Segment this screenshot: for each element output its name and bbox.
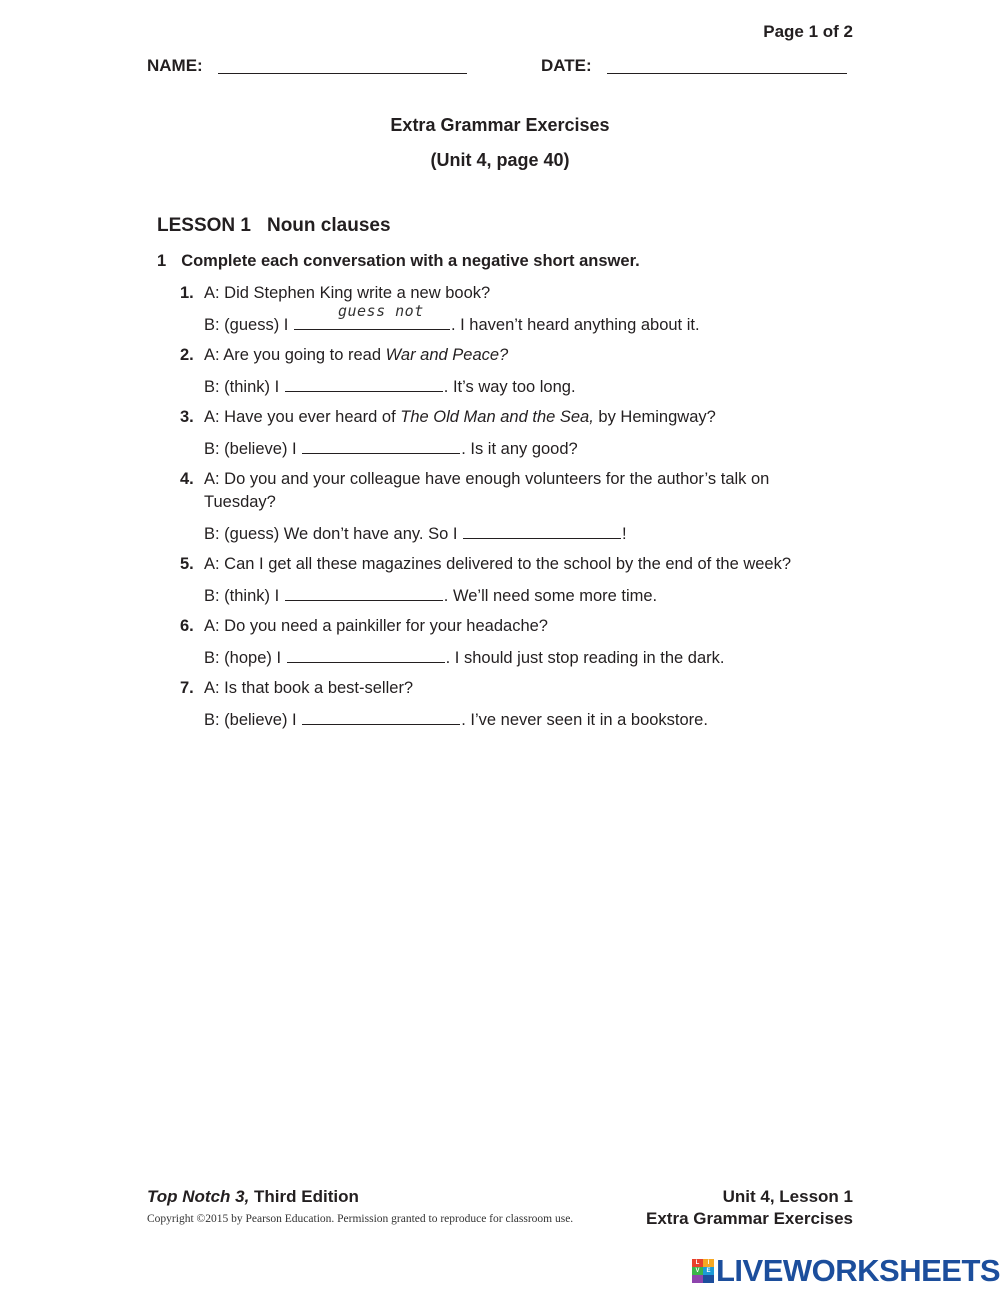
question-text: A: Is that book a best-seller? (204, 679, 414, 697)
lesson-label: LESSON 1 (157, 215, 251, 236)
worksheet-title: Extra Grammar Exercises (390, 115, 610, 135)
date-field-line[interactable] (607, 73, 847, 74)
name-label: NAME: (147, 56, 203, 75)
answer-b (204, 375, 576, 399)
question-text: A: Do you and your colleague have enough volunteers for the author’s talk on Tuesday? (204, 470, 770, 511)
question-a (180, 282, 844, 305)
handwritten-answer: guess not (337, 302, 424, 320)
footer-unit: Unit 4, Lesson 1 (722, 1187, 853, 1206)
question-a (180, 615, 844, 638)
item-number: 6. (180, 617, 194, 635)
answer-b (204, 646, 724, 670)
answer-blank[interactable] (463, 522, 621, 539)
answer-b (204, 522, 627, 546)
book-title: War and Peace? (385, 346, 509, 364)
footer-section: Extra Grammar Exercises (646, 1209, 853, 1228)
page-number: Page 1 of 2 (763, 22, 853, 41)
answer-blank[interactable] (285, 375, 443, 392)
name-field-line[interactable] (218, 73, 467, 74)
exercise-instruction (157, 252, 640, 271)
item-number: 1. (180, 284, 194, 302)
question-text: A: Have you ever heard of (204, 408, 401, 426)
book-edition: Third Edition (249, 1187, 359, 1206)
item-number: 5. (180, 555, 194, 573)
question-a (180, 677, 844, 700)
question-text: A: Did Stephen King write a new book? (204, 284, 491, 302)
item-number: 7. (180, 679, 194, 697)
answer-blank[interactable] (302, 708, 460, 725)
answer-b (204, 708, 708, 732)
answer-blank[interactable] (294, 302, 450, 330)
copyright-notice: Copyright ©2015 by Pearson Education. Permission granted to reproduce for classroom use. (147, 1213, 574, 1225)
item-number: 3. (180, 408, 194, 426)
answer-suffix: . We’ll need some more time. (443, 587, 658, 605)
question-a (180, 406, 844, 429)
answer-blank[interactable] (302, 437, 460, 454)
answer-prompt: B: (believe) I (204, 440, 297, 458)
item-number: 4. (180, 470, 194, 488)
answer-prompt: B: (guess) We don’t have any. So I (204, 525, 458, 543)
answer-b (204, 584, 657, 608)
logo-tile: L (692, 1259, 703, 1267)
worksheet-subtitle: (Unit 4, page 40) (430, 150, 570, 170)
question-text: A: Do you need a painkiller for your headache? (204, 617, 548, 635)
question-a (180, 553, 864, 576)
logo-tile: E (703, 1267, 714, 1275)
answer-prompt: B: (believe) I (204, 711, 297, 729)
answer-suffix: . I should just stop reading in the dark. (445, 649, 725, 667)
item-number: 2. (180, 346, 194, 364)
answer-suffix: . It’s way too long. (443, 378, 576, 396)
answer-blank[interactable] (285, 584, 443, 601)
instruction-text: Complete each conversation with a negative short answer. (181, 252, 640, 270)
book-title: Top Notch 3, (147, 1187, 250, 1206)
liveworksheets-wordmark: LIVEWORKSHEETS (716, 1253, 1000, 1288)
question-text: A: Are you going to read (204, 346, 386, 364)
answer-suffix: . I haven’t heard anything about it. (450, 316, 700, 334)
answer-b (204, 302, 700, 337)
liveworksheets-logo-icon (692, 1259, 714, 1283)
book-credit (147, 1187, 359, 1207)
question-a (180, 344, 844, 367)
date-label: DATE: (541, 56, 592, 75)
liveworksheets-brand[interactable] (692, 1253, 1000, 1289)
question-suffix: by Hemingway? (593, 408, 716, 426)
answer-prompt: B: (think) I (204, 587, 280, 605)
book-title: The Old Man and the Sea, (400, 408, 594, 426)
answer-suffix: . I’ve never seen it in a bookstore. (461, 711, 708, 729)
answer-b (204, 437, 578, 461)
logo-tile (703, 1275, 714, 1283)
logo-tile: V (692, 1267, 703, 1275)
answer-suffix: . Is it any good? (461, 440, 578, 458)
lesson-title: Noun clauses (266, 215, 391, 236)
answer-prompt: B: (guess) I (204, 316, 289, 334)
logo-tile (692, 1275, 703, 1283)
logo-tile: I (703, 1259, 714, 1267)
question-text: A: Can I get all these magazines delivered to the school by the end of the week? (204, 555, 792, 573)
answer-suffix: ! (622, 525, 627, 543)
answer-prompt: B: (hope) I (204, 649, 282, 667)
lesson-heading (157, 215, 391, 237)
answer-prompt: B: (think) I (204, 378, 280, 396)
answer-blank[interactable] (287, 646, 445, 663)
question-a (180, 468, 804, 514)
exercise-number: 1 (157, 252, 167, 270)
